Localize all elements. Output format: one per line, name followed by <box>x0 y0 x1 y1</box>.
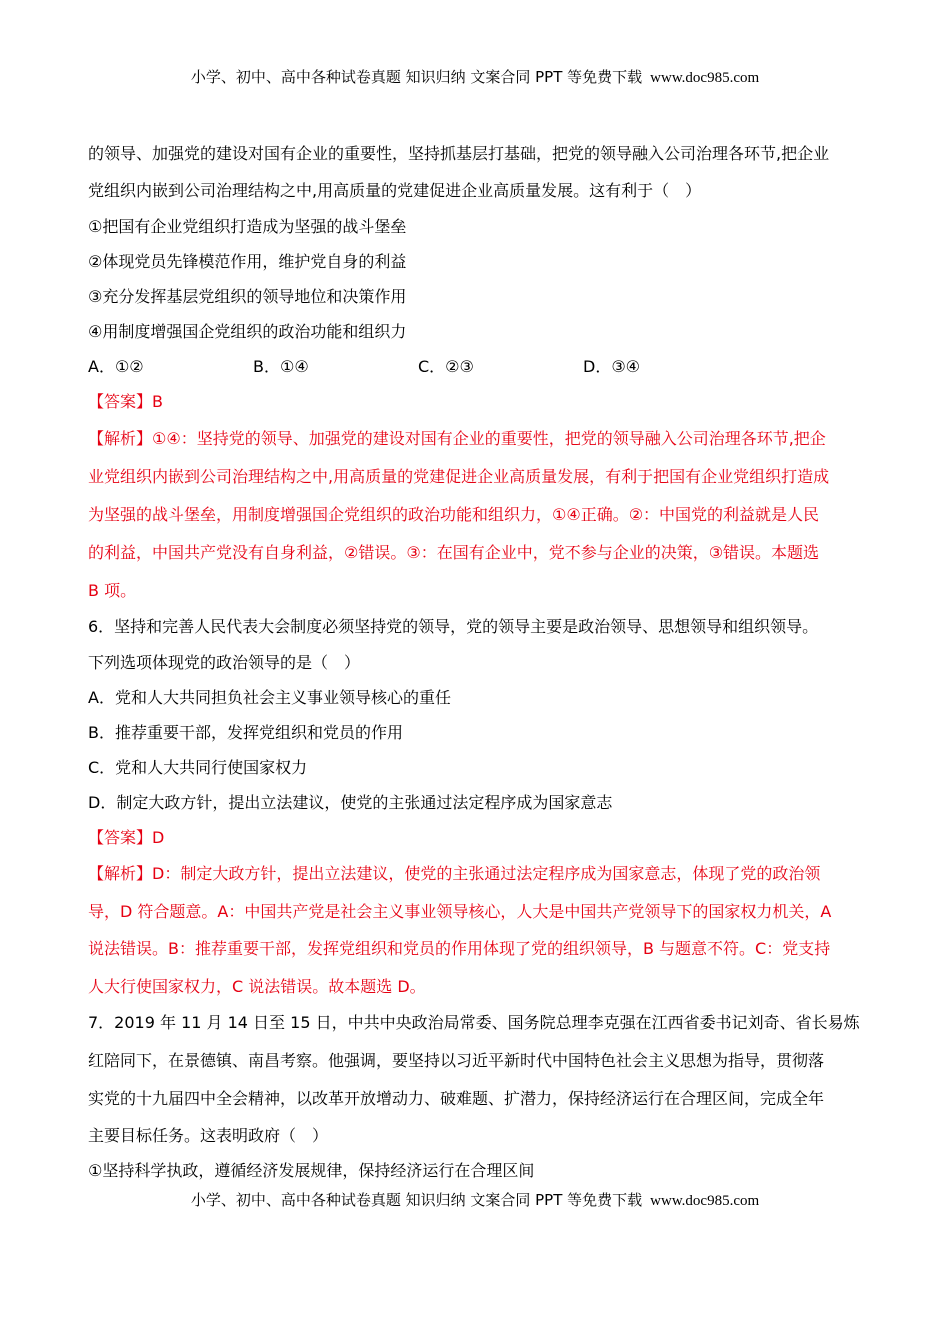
q5-analysis-line-2: 业党组织内嵌到公司治理结构之中,用高质量的党建促进企业高质量发展，有利于把国有企业党组织打造成 <box>88 467 830 486</box>
q6-option-b: B．推荐重要干部，发挥党组织和党员的作用 <box>88 723 403 742</box>
q5-option-b: B．①④ <box>253 357 309 376</box>
footer-text: 小学、初中、高中各种试卷真题 知识归纳 文案合同 PPT 等免费下载 <box>190 1191 643 1209</box>
q5-analysis-line-5: B 项。 <box>88 581 137 600</box>
q5-analysis-line-3: 为坚强的战斗堡垒，用制度增强国企党组织的政治功能和组织力，①④正确。②：中国党的利益就是人民 <box>88 505 820 524</box>
header-url: www.doc985.com <box>650 70 760 86</box>
q6-analysis-line-1: 【解析】D：制定大政方针，提出立法建议，使党的主张通过法定程序成为国家意志，体现了党的政治领 <box>88 864 821 883</box>
q5-analysis-line-1: 【解析】①④：坚持党的领导、加强党的建设对国有企业的重要性，把党的领导融入公司治理各环节,把企 <box>88 429 826 448</box>
q6-analysis-line-2: 导，D 符合题意。A：中国共产党是社会主义事业领导核心，人大是中国共产党领导下的国家权力机关，A <box>88 902 832 921</box>
q5-item-3: ③充分发挥基层党组织的领导地位和决策作用 <box>88 287 407 306</box>
q5-answer: 【答案】B <box>88 392 163 411</box>
q5-option-a: A．①② <box>88 357 144 376</box>
q6-option-c: C．党和人大共同行使国家权力 <box>88 758 308 777</box>
page-header <box>0 67 950 88</box>
q5-options <box>88 356 848 378</box>
q7-stem-line-2: 红陪同下，在景德镇、南昌考察。他强调，要坚持以习近平新时代中国特色社会主义思想为指导，贯彻落 <box>88 1051 825 1070</box>
q6-stem-line-2: 下列选项体现党的政治领导的是（ ） <box>88 653 361 672</box>
q5-option-c: C．②③ <box>418 357 474 376</box>
q7-stem-line-3: 实党的十九届四中全会精神，以改革开放增动力、破难题、扩潜力，保持经济运行在合理区间，完成全年 <box>88 1089 825 1108</box>
q6-analysis-line-4: 人大行使国家权力，C 说法错误。故本题选 D。 <box>88 977 426 996</box>
q5-item-4: ④用制度增强国企党组织的政治功能和组织力 <box>88 322 407 341</box>
q5-item-1: ①把国有企业党组织打造成为坚强的战斗堡垒 <box>88 217 407 236</box>
header-text: 小学、初中、高中各种试卷真题 知识归纳 文案合同 PPT 等免费下载 <box>190 68 643 86</box>
q5-option-d: D．③④ <box>583 357 641 376</box>
q6-analysis-line-3: 说法错误。B：推荐重要干部，发挥党组织和党员的作用体现了党的组织领导，B 与题意不符。C：党支持 <box>88 939 831 958</box>
q7-stem-line-4: 主要目标任务。这表明政府（ ） <box>88 1126 329 1145</box>
footer-url: www.doc985.com <box>650 1193 760 1209</box>
q7-item-1: ①坚持科学执政，遵循经济发展规律，保持经济运行在合理区间 <box>88 1161 535 1180</box>
q5-item-2: ②体现党员先锋模范作用，维护党自身的利益 <box>88 252 407 271</box>
q7-stem-line-1: 7．2019 年 11 月 14 日至 15 日，中共中央政治局常委、国务院总理李克强在江西省委书记刘奇、省长易炼 <box>88 1013 860 1032</box>
q5-stem-line-2: 党组织内嵌到公司治理结构之中,用高质量的党建促进企业高质量发展。这有利于（ ） <box>88 181 702 200</box>
q6-option-a: A．党和人大共同担负社会主义事业领导核心的重任 <box>88 688 451 707</box>
q5-stem-line-1: 的领导、加强党的建设对国有企业的重要性，坚持抓基层打基础，把党的领导融入公司治理各环节,把企业 <box>88 144 830 163</box>
q5-analysis-line-4: 的利益，中国共产党没有自身利益，②错误。③：在国有企业中，党不参与企业的决策，③错误。本题选 <box>88 543 820 562</box>
q6-option-d: D．制定大政方针，提出立法建议，使党的主张通过法定程序成为国家意志 <box>88 793 613 812</box>
page-footer <box>0 1190 950 1211</box>
q6-stem-line-1: 6．坚持和完善人民代表大会制度必须坚持党的领导，党的领导主要是政治领导、思想领导和组织领导。 <box>88 617 819 636</box>
q6-answer: 【答案】D <box>88 828 165 847</box>
